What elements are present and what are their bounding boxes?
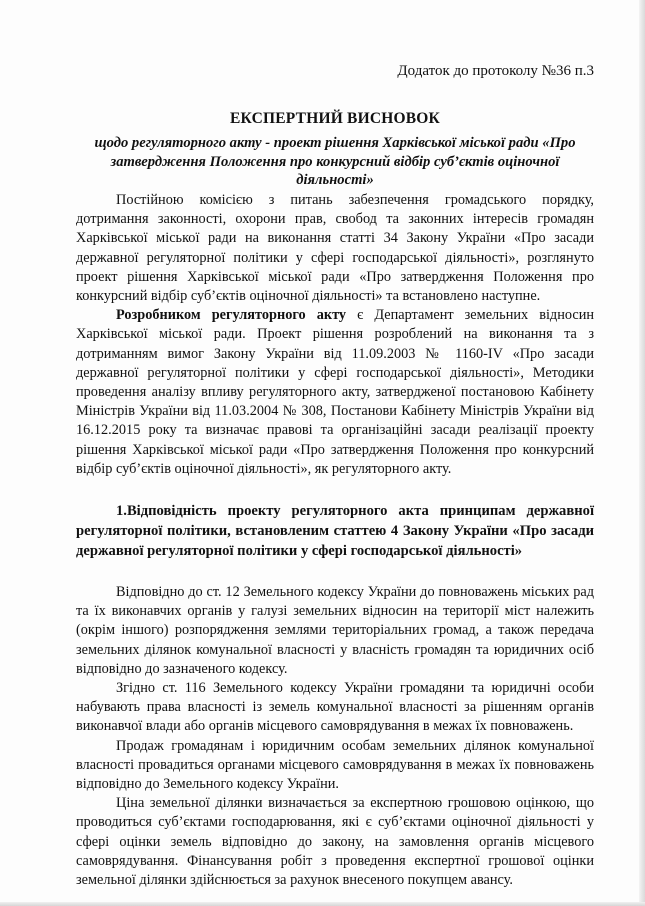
developer-lead: Розробником регуляторного акту — [116, 307, 347, 324]
section-1-paragraph-2: Згідно ст. 116 Земельного кодексу України громадяни та юридичні особи набувають права власності із земель комунальної власності за рішенням органів виконавчої влади або органів місцевого самоврядування в межах їх повноважень. — [76, 679, 594, 735]
page-edge-shadow — [639, 0, 645, 906]
developer-paragraph — [76, 306, 594, 479]
document-content — [76, 62, 594, 890]
developer-text: є Департамент земельних відносин Харківської міської ради. Проект рішення розроблений на виконання та з дотриманням вимог Закону України від 11.09.2003 № 1160-IV «Про засади державної регуляторної політики у сфері господарської діяльності», Методики проведення аналізу впливу регуляторного акту, затвердженої постановою Кабінету Міністрів України від 11.03.2004 № 308, Постанови Кабінету Міністрів України від 16.12.2015 року та визначає правові та організаційні засади реалізації проекту рішення Харківської міської ради «Про затвердження Положення про конкурсний відбір суб’єктів оціночної діяльності», як регуляторного акту. — [76, 307, 594, 477]
section-1-heading: 1.Відповідність проекту регуляторного акта принципам державної регуляторної політики, встановленим статтею 4 Закону України «Про засади державної регуляторної політики у сфері господарської діяльності» — [76, 502, 594, 559]
section-1-paragraph-3: Продаж громадянам і юридичним особам земельних ділянок комунальної власності провадиться органами місцевого самоврядування в межах їх повноважень відповідно до Земельного кодексу України. — [76, 737, 594, 792]
document-subtitle: щодо регуляторного акту - проект рішення Харківської міської ради «Про затвердження Положення про конкурсний відбір суб’єктів оціночної діяльності» — [94, 135, 576, 189]
section-1-paragraph-4: Ціна земельної ділянки визначається за експертною грошовою оцінкою, що проводиться суб’єктами господарювання, які є суб’єктами оціночної діяльності у сфері оцінки земель відповідно до закону, на замовлення органів місцевого самоврядування. Фінансування робіт з проведення експертної грошової оцінки земельної ділянки здійснюється за рахунок внесеного покупцем авансу. — [76, 795, 594, 888]
section-1-paragraph-1: Відповідно до ст. 12 Земельного кодексу України до повноважень міських рад та їх виконавчих органів у галузі земельних відносин на території міст належить (окрім іншого) розпорядження землями територіальних громад, а також передача земельних ділянок комунальної власності у власність громадян та юридичних осіб відповідно до зазначеного кодексу. — [76, 583, 594, 677]
appendix-note: Додаток до протоколу №36 п.3 — [397, 63, 594, 79]
intro-paragraph: Постійною комісією з питань забезпечення громадського порядку, дотримання законності, охорони прав, свобод та законних інтересів громадян Харківської міської ради на виконання статті 34 Закону України «Про засади державної регуляторної політики у сфері господарської діяльності», розглянуто проект рішення Харківської міської ради «Про затвердження Положення про конкурсний відбір суб’єктів оціночної діяльності» та встановлено наступне. — [76, 191, 594, 304]
page-bottom-edge — [0, 902, 645, 906]
document-title: ЕКСПЕРТНИЙ ВИСНОВОК — [230, 110, 440, 128]
